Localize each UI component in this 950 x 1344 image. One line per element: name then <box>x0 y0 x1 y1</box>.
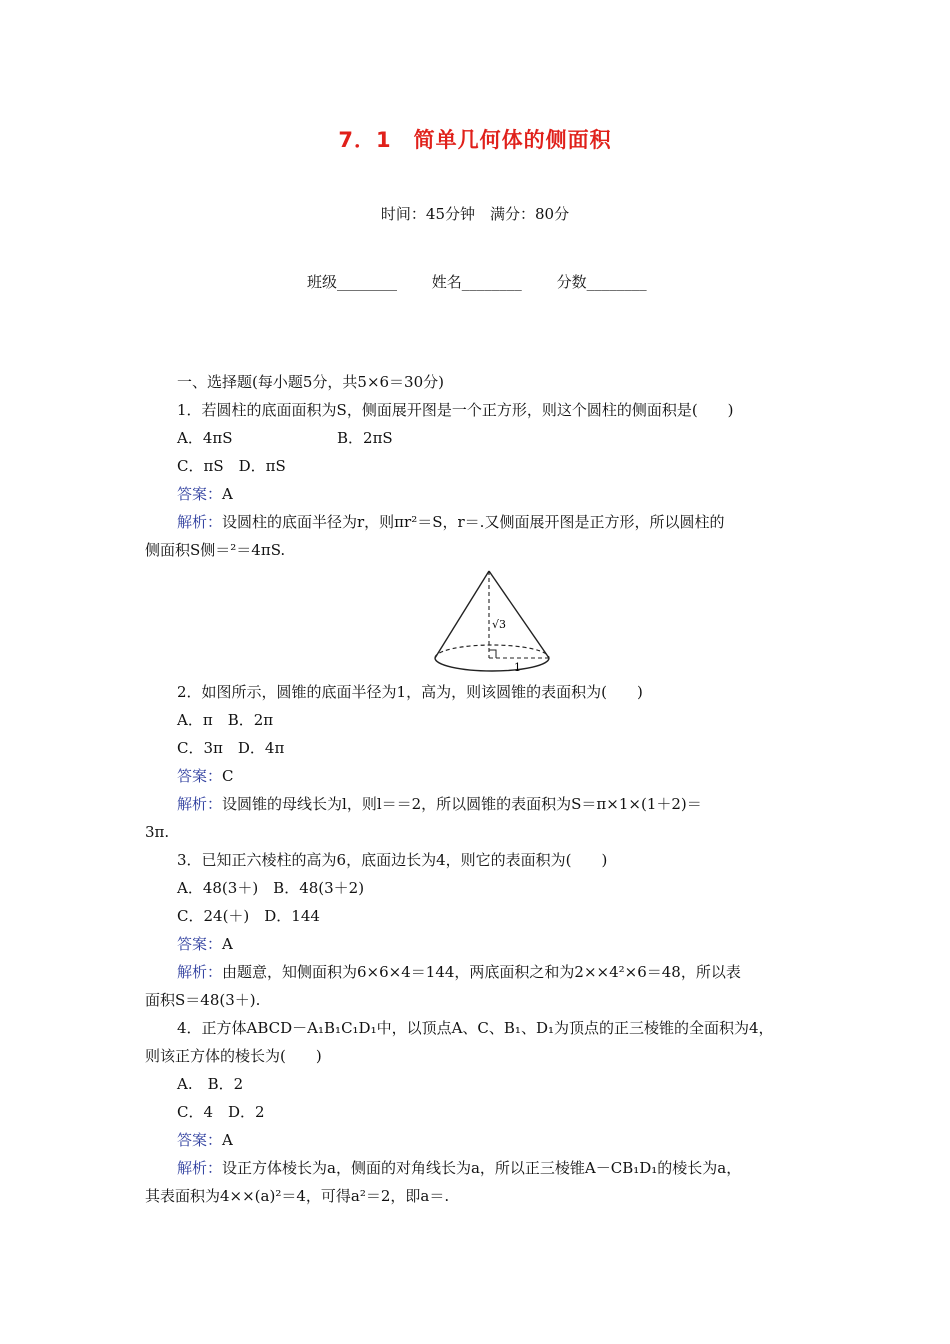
answer-value: A <box>222 485 233 503</box>
page-title: 7．1 简单几何体的侧面积 <box>338 128 612 152</box>
answer-value: A <box>222 1131 233 1149</box>
q3-options-ab: A．48(3＋) B．48(3＋2) <box>177 879 365 897</box>
q4-answer <box>177 1130 233 1150</box>
q3-analysis-line2: 面积S＝48(3＋). <box>145 991 261 1009</box>
q1-answer <box>177 484 233 504</box>
cone-figure <box>430 568 555 676</box>
name-field: 姓名________ <box>431 273 522 291</box>
score-field: 分数________ <box>556 273 647 291</box>
q4-stem-line2: 则该正方体的棱长为( ) <box>145 1047 322 1065</box>
height-label: √3 <box>492 618 507 631</box>
analysis-text: 由题意，知侧面积为6×6×4＝144，两底面积之和为2××4²×6＝48，所以表 <box>222 963 741 981</box>
analysis-label: 解析： <box>177 1159 223 1177</box>
time-score-info: 时间：45分钟 满分：80分 <box>380 205 570 223</box>
q3-stem: 3．已知正六棱柱的高为6，底面边长为4，则它的表面积为( ) <box>177 851 608 869</box>
answer-label: 答案： <box>177 767 223 785</box>
answer-value: C <box>222 767 234 785</box>
q1-option-a: A．4πS <box>177 429 233 447</box>
q2-analysis-line2: 3π. <box>145 823 170 841</box>
analysis-label: 解析： <box>177 963 223 981</box>
cone-base-back <box>435 645 549 658</box>
q4-analysis-line2: 其表面积为4××(a)²＝4，可得a²＝2，即a＝. <box>145 1187 450 1205</box>
answer-label: 答案： <box>177 935 223 953</box>
answer-value: A <box>222 935 233 953</box>
q4-options-ab: A. B．2 <box>177 1075 244 1093</box>
q1-analysis-line2: 侧面积S侧＝²＝4πS. <box>145 541 286 559</box>
analysis-label: 解析： <box>177 795 223 813</box>
student-fields <box>307 271 677 292</box>
analysis-text: 设正方体棱长为a，侧面的对角线长为a，所以正三棱锥A－CB₁D₁的棱长为a， <box>222 1159 742 1177</box>
q1-option-b: B．2πS <box>337 429 393 447</box>
analysis-text: 设圆柱的底面半径为r，则πr²＝S，r＝.又侧面展开图是正方形，所以圆柱的 <box>222 513 725 531</box>
answer-label: 答案： <box>177 1131 223 1149</box>
q3-answer <box>177 934 233 954</box>
right-angle-mark <box>489 650 496 658</box>
q1-stem: 1．若圆柱的底面面积为S，侧面展开图是一个正方形，则这个圆柱的侧面积是( ) <box>177 401 734 419</box>
section-heading: 一、选择题(每小题5分，共5×6＝30分) <box>177 373 444 391</box>
answer-label: 答案： <box>177 485 223 503</box>
q1-options-cd: C．πS D．πS <box>177 457 286 475</box>
analysis-text: 设圆锥的母线长为l，则l＝＝2，所以圆锥的表面积为S＝π×1×(1＋2)＝ <box>222 795 702 813</box>
class-field: 班级________ <box>307 273 398 291</box>
q2-answer <box>177 766 234 786</box>
q2-stem: 2．如图所示，圆锥的底面半径为1，高为，则该圆锥的表面积为( ) <box>177 683 643 701</box>
q4-options-cd: C．4 D．2 <box>177 1103 265 1121</box>
q1-analysis-line1 <box>177 512 724 532</box>
q4-stem-line1: 4．正方体ABCD－A₁B₁C₁D₁中，以顶点A、C、B₁、D₁为顶点的正三棱锥的全面积为4， <box>177 1019 774 1037</box>
q2-options-ab: A．π B．2π <box>177 711 274 729</box>
q3-options-cd: C．24(＋) D．144 <box>177 907 320 925</box>
q2-analysis-line1 <box>177 794 702 814</box>
radius-label: 1 <box>514 661 521 674</box>
q4-analysis-line1 <box>177 1158 741 1178</box>
analysis-label: 解析： <box>177 513 223 531</box>
q2-options-cd: C．3π D．4π <box>177 739 285 757</box>
cone-base-front <box>435 658 549 671</box>
q3-analysis-line1 <box>177 962 741 982</box>
